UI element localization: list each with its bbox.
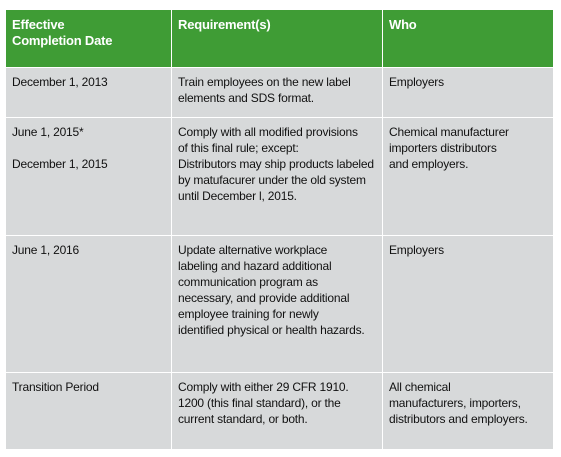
who-line: manufacturers, importers, — [389, 396, 521, 410]
table-header-row — [6, 10, 554, 68]
requirement-line: until December l, 2015. — [178, 189, 297, 203]
requirement-line: communication program as — [178, 275, 318, 289]
requirement-line: identified physical or health hazards. — [178, 323, 365, 337]
requirement-cell — [172, 236, 383, 373]
who-line: importers distributors — [389, 141, 497, 155]
who-cell: Employers — [383, 68, 554, 118]
who-cell — [383, 118, 554, 236]
compliance-schedule-table — [5, 9, 554, 450]
date-cell: June 1, 2016 — [6, 236, 172, 373]
date-line: June 1, 2015* — [12, 125, 84, 139]
requirement-cell — [172, 118, 383, 236]
requirement-line: Update alternative workplace — [178, 243, 328, 257]
requirement-line: by matufacurer under the old system — [178, 173, 366, 187]
table-row — [6, 236, 554, 373]
who-line: and employers. — [389, 157, 469, 171]
who-line: Chemical manufacturer — [389, 125, 509, 139]
who-cell: Employers — [383, 236, 554, 373]
table-row — [6, 373, 554, 450]
requirement-line: necessary, and provide additional — [178, 291, 350, 305]
header-date-line-2: Completion Date — [12, 33, 113, 48]
requirement-line: Train employees on the new label — [178, 75, 351, 89]
header-who: Who — [383, 10, 554, 68]
header-date-line-1: Effective — [12, 17, 65, 32]
requirement-line: Comply with all modified provisions — [178, 125, 358, 139]
date-cell — [6, 118, 172, 236]
requirement-line: Distributors may ship products labeled — [178, 157, 374, 171]
requirement-line: Comply with either 29 CFR 1910. — [178, 380, 349, 394]
requirement-line: current standard, or both. — [178, 412, 308, 426]
requirement-line: 1200 (this final standard), or the — [178, 396, 341, 410]
table-row — [6, 118, 554, 236]
date-line-second: December 1, 2015 — [12, 157, 108, 171]
date-cell: December 1, 2013 — [6, 68, 172, 118]
who-cell — [383, 373, 554, 450]
header-effective-completion-date — [6, 10, 172, 68]
requirement-line: of this final rule; except: — [178, 141, 299, 155]
requirement-line: elements and SDS format. — [178, 91, 314, 105]
who-line: All chemical — [389, 380, 451, 394]
header-requirements: Requirement(s) — [172, 10, 383, 68]
requirement-cell — [172, 68, 383, 118]
table-row — [6, 68, 554, 118]
date-cell: Transition Period — [6, 373, 172, 450]
who-line: distributors and employers. — [389, 412, 528, 426]
requirement-line: employee training for newly — [178, 307, 319, 321]
requirement-line: labeling and hazard additional — [178, 259, 332, 273]
requirement-cell — [172, 373, 383, 450]
